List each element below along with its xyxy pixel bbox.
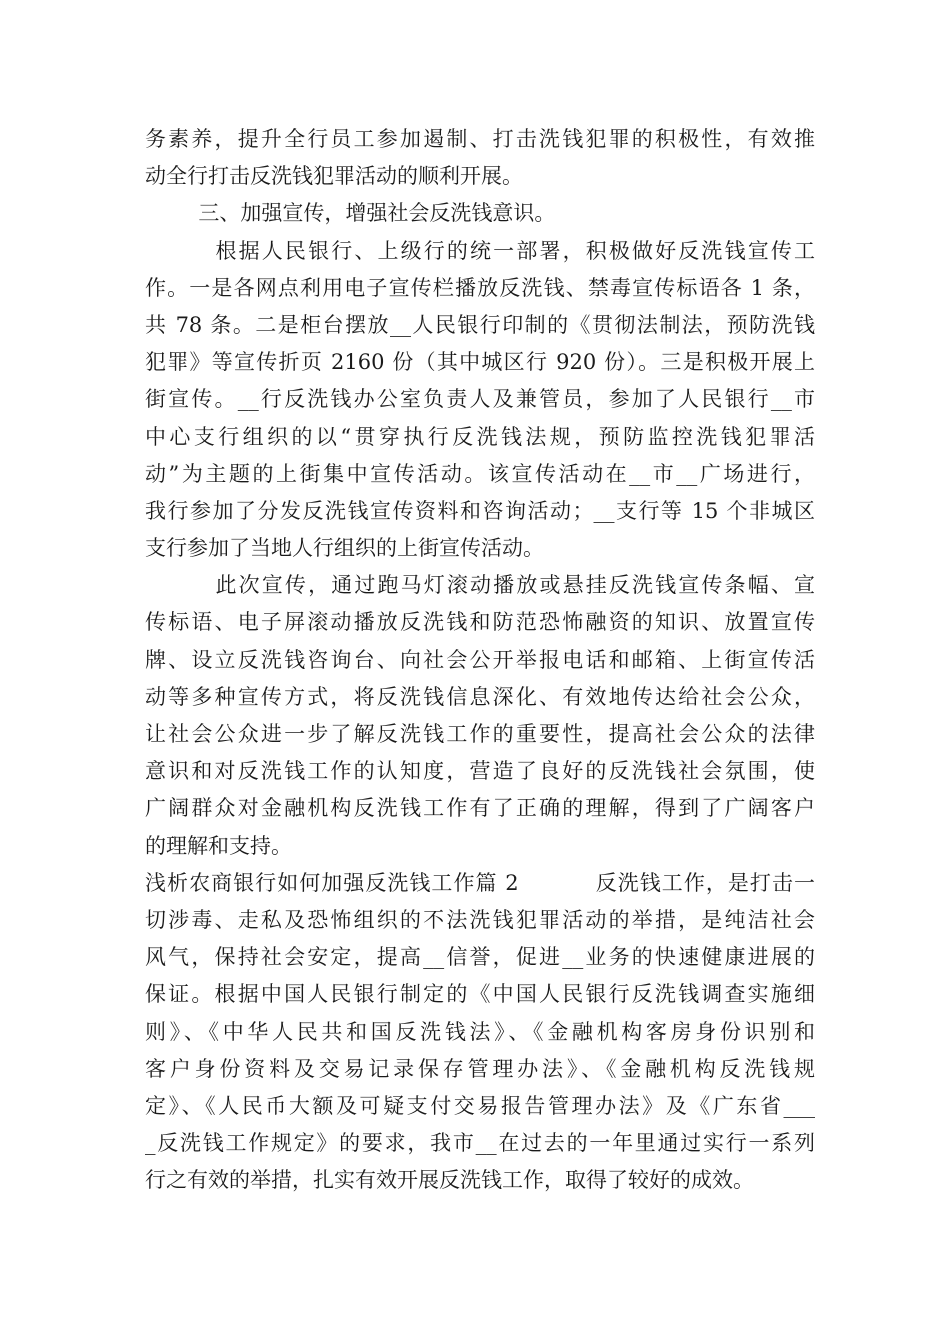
document-line: 支行参加了当地人行组织的上街宣传活动。 <box>145 536 544 561</box>
document-line: 客户身份资料及交易记录保存管理办法》、《金融机构反洗钱规 <box>145 1056 815 1081</box>
document-line: 让社会公众进一步了解反洗钱工作的重要性，提高社会公众的法律 <box>145 722 815 746</box>
document-line: 根据人民银行、上级行的统一部署，积极做好反洗钱宣传工 <box>145 238 815 263</box>
document-line: 切涉毒、走私及恐怖组织的不法洗钱犯罪活动的举措，是纯洁社会 <box>145 907 815 932</box>
document-line: 务素养，提升全行员工参加遏制、打击洗钱犯罪的积极性，有效推 <box>145 127 815 151</box>
document-line: 则》、《中华人民共和国反洗钱法》、《金融机构客房身份识别和 <box>145 1019 815 1044</box>
document-line: 作。一是各网点利用电子宣传栏播放反洗钱、禁毒宣传标语各 1 条， <box>145 275 815 300</box>
document-line: 此次宣传，通过跑马灯滚动播放或悬挂反洗钱宣传条幅、宣 <box>145 573 815 598</box>
document-line: _反洗钱工作规定》的要求，我市__在过去的一年里通过实行一系列 <box>145 1131 815 1156</box>
document-line: 定》、《人民币大额及可疑支付交易报告管理办法》及《广东省___ <box>145 1093 815 1118</box>
document-line: 保证。根据中国人民银行制定的《中国人民银行反洗钱调查实施细 <box>145 982 815 1007</box>
document-line: 行之有效的举措，扎实有效开展反洗钱工作，取得了较好的成效。 <box>145 1168 754 1193</box>
document-line: 传标语、电子屏滚动播放反洗钱和防范恐怖融资的知识、放置宣传 <box>145 610 815 635</box>
document-line: 浅析农商银行如何加强反洗钱工作篇 2 反洗钱工作，是打击一 <box>145 870 815 895</box>
document-line: 意识和对反洗钱工作的认知度，营造了良好的反洗钱社会氛围，使 <box>145 759 815 784</box>
document-line: 风气，保持社会安定，提高__信誉，促进__业务的快速健康进展的 <box>145 945 815 970</box>
document-line: 的理解和支持。 <box>145 833 292 858</box>
document-line: 中心支行组织的以“贯穿执行反洗钱法规，预防监控洗钱犯罪活 <box>145 424 815 449</box>
document-line: 广阔群众对金融机构反洗钱工作有了正确的理解，得到了广阔客户 <box>145 796 815 821</box>
document-line: 犯罪》等宣传折页 2160 份（其中城区行 920 份）。三是积极开展上 <box>145 350 815 375</box>
document-line: 动”为主题的上街集中宣传活动。该宣传活动在__市__广场进行， <box>145 461 815 486</box>
document-line: 三、加强宣传，增强社会反洗钱意识。 <box>145 201 556 226</box>
document-line: 共 78 条。二是柜台摆放__人民银行印制的《贯彻法制法，预防洗钱 <box>145 312 815 337</box>
document-line: 街宣传。__行反洗钱办公室负责人及兼管员，参加了人民银行__市 <box>145 387 815 412</box>
document-line: 动全行打击反洗钱犯罪活动的顺利开展。 <box>145 164 523 189</box>
document-body <box>145 121 815 1199</box>
document-line: 我行参加了分发反洗钱宣传资料和咨询活动；__支行等 15 个非城区 <box>145 498 815 523</box>
document-line: 牌、设立反洗钱咨询台、向社会公开举报电话和邮箱、上街宣传活 <box>145 647 815 672</box>
document-line: 动等多种宣传方式，将反洗钱信息深化、有效地传达给社会公众， <box>145 684 815 709</box>
